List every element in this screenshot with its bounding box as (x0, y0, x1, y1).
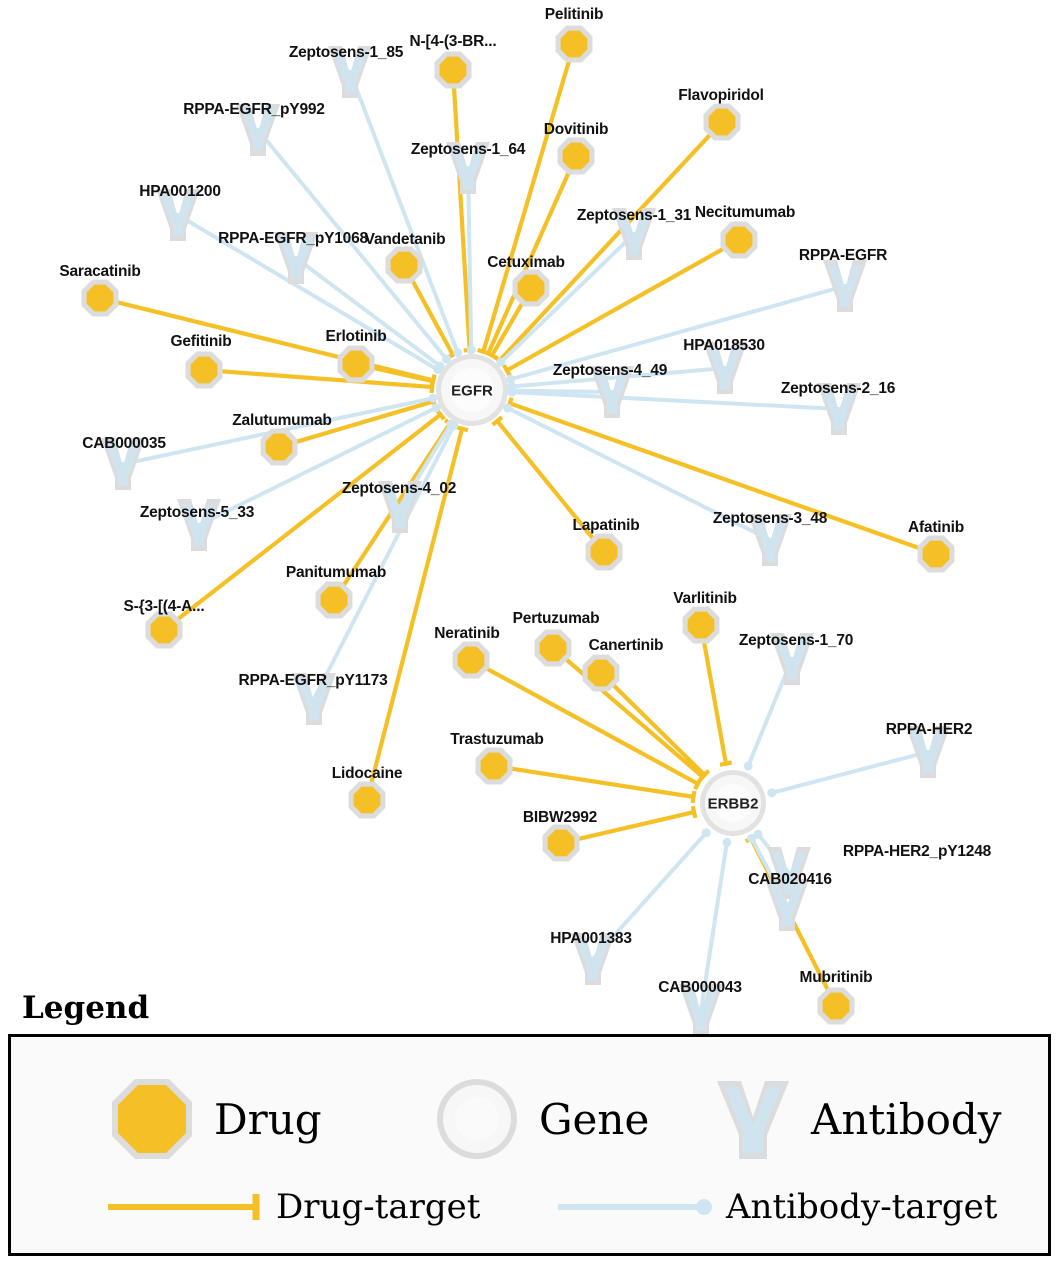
legend-label-antibody-target: Antibody-target (726, 1187, 998, 1227)
drug-node[interactable] (191, 357, 218, 384)
antibody-node-label: Zeptosens-4_49 (552, 362, 668, 379)
gene-node-label: EGFR (451, 382, 493, 400)
graph-edge-cap (432, 381, 433, 393)
drug-node[interactable] (709, 109, 736, 136)
legend-item-drug (106, 1073, 322, 1165)
drug-node-label: BIBW2992 (522, 809, 598, 826)
drug-node[interactable] (481, 753, 508, 780)
antibody-node-label: RPPA-HER2 (885, 721, 973, 738)
drug-node[interactable] (726, 227, 753, 254)
drug-node-label: Cetuximab (487, 254, 565, 271)
drug-icon (106, 1073, 198, 1165)
drug-node-label: Gefitinib (170, 333, 232, 350)
legend-item-drug-target (106, 1187, 480, 1227)
drug-node-label: Necitumumab (694, 204, 796, 221)
legend-item-antibody-target (556, 1187, 997, 1227)
graph-edge (314, 426, 457, 699)
drug-node-label: Afatinib (907, 519, 965, 536)
drug-node-label: Saracatinib (59, 263, 141, 280)
graph-edge (772, 752, 928, 793)
drug-node-label: Canertinib (588, 637, 664, 654)
graph-edge-cap (428, 394, 437, 403)
drug-target-edge-icon (106, 1187, 266, 1227)
graph-edge-cap (507, 388, 516, 397)
graph-edge-cap (693, 806, 696, 818)
graph-edge-cap (456, 427, 468, 430)
graph-edge (553, 648, 703, 777)
legend-label-gene: Gene (539, 1094, 650, 1144)
drug-node-label: N-[4-(3-BR... (409, 33, 497, 50)
drug-node-label: Dovitinib (543, 121, 609, 138)
drug-node[interactable] (518, 275, 545, 302)
antibody-node-label: Zeptosens-1_70 (738, 632, 854, 649)
drug-node[interactable] (591, 539, 618, 566)
antibody-node-label: CAB020416 (748, 871, 832, 888)
drug-node[interactable] (391, 252, 418, 279)
drug-node[interactable] (540, 635, 567, 662)
drug-node-label: Erlotinib (325, 328, 387, 345)
graph-edge-cap (722, 838, 731, 847)
drug-node[interactable] (923, 541, 950, 568)
antibody-node-label: Zeptosens-2_16 (780, 380, 896, 397)
drug-node[interactable] (266, 434, 293, 461)
drug-node-label: Trastuzumab (450, 731, 544, 748)
drug-node[interactable] (688, 612, 715, 639)
antibody-node-label: Zeptosens-5_33 (139, 504, 255, 521)
gene-node-label: ERBB2 (707, 795, 759, 813)
drug-node[interactable] (548, 830, 575, 857)
antibody-node-label: Zeptosens-1_85 (288, 44, 404, 61)
drug-node[interactable] (321, 587, 348, 614)
gene-icon (431, 1073, 523, 1165)
antibody-node-label: Zeptosens-4_02 (341, 480, 457, 497)
drug-node[interactable] (588, 660, 615, 687)
antibody-node-label: Zeptosens-1_64 (410, 141, 526, 158)
legend-item-antibody (711, 1073, 1001, 1165)
graph-edge (499, 122, 722, 361)
legend-edge-row (11, 1187, 1048, 1247)
legend-label-drug: Drug (214, 1094, 322, 1144)
drug-node[interactable] (561, 31, 588, 58)
drug-node[interactable] (151, 617, 178, 644)
drug-node[interactable] (458, 647, 485, 674)
legend (0, 990, 1059, 1256)
graph-edge (494, 766, 693, 797)
legend-box (8, 1034, 1051, 1256)
antibody-node-label: Zeptosens-1_31 (576, 207, 692, 224)
legend-label-antibody: Antibody (811, 1094, 1002, 1144)
drug-node-label: S-{3-[(4-A... (123, 598, 205, 615)
drug-node[interactable] (87, 285, 114, 312)
legend-label-drug-target: Drug-target (276, 1187, 481, 1227)
drug-node-label: Lidocaine (331, 765, 403, 782)
drug-node-label: Pertuzumab (512, 610, 600, 627)
antibody-icon (711, 1073, 795, 1165)
antibody-node-label: HPA001200 (139, 183, 221, 200)
graph-edge-cap (747, 834, 756, 843)
antibody-node-label: RPPA-EGFR_pY1173 (238, 672, 388, 689)
drug-node-label: Vandetanib (364, 231, 446, 248)
graph-edge-cap (693, 791, 695, 803)
legend-title: Legend (22, 990, 150, 1026)
graph-edge-cap (467, 346, 476, 355)
drug-node-label: Varlitinib (673, 590, 737, 607)
drug-node-label: Flavopiridol (678, 87, 764, 104)
graph-edge-cap (504, 365, 510, 375)
antibody-node-label: RPPA-EGFR_pY1068 (218, 230, 368, 247)
antibody-node-label: HPA018530 (683, 337, 765, 354)
antibody-node-label: CAB000043 (658, 979, 742, 996)
legend-node-row (11, 1059, 1048, 1169)
drug-node-label: Lapatinib (572, 517, 640, 534)
drug-node[interactable] (440, 57, 467, 84)
drug-node-label: Mubritinib (799, 969, 873, 986)
drug-node[interactable] (354, 787, 381, 814)
antibody-node-label: RPPA-EGFR (798, 247, 888, 264)
antibody-node-label: RPPA-HER2_pY1248 (842, 843, 992, 860)
drug-node-label: Zalutumumab (232, 412, 332, 429)
graph-edge-cap (720, 763, 732, 765)
antibody-node-label: Zeptosens-3_48 (712, 510, 828, 527)
antibody-node-label: RPPA-EGFR_pY992 (183, 101, 325, 118)
drug-node-label: Panitumumab (285, 564, 387, 581)
drug-node[interactable] (563, 143, 590, 170)
drug-node-label: Neratinib (434, 625, 500, 642)
drug-node[interactable] (343, 351, 370, 378)
antibody-target-edge-icon (556, 1187, 716, 1227)
graph-edge-cap (744, 761, 753, 770)
graph-edge-cap (702, 828, 711, 837)
legend-item-gene (431, 1073, 649, 1165)
antibody-node-label: CAB000035 (82, 435, 166, 452)
graph-edge (701, 625, 726, 764)
graph-edge-cap (767, 788, 776, 797)
antibody-node-label: HPA001383 (550, 930, 632, 947)
drug-node-label: Pelitinib (544, 6, 604, 23)
